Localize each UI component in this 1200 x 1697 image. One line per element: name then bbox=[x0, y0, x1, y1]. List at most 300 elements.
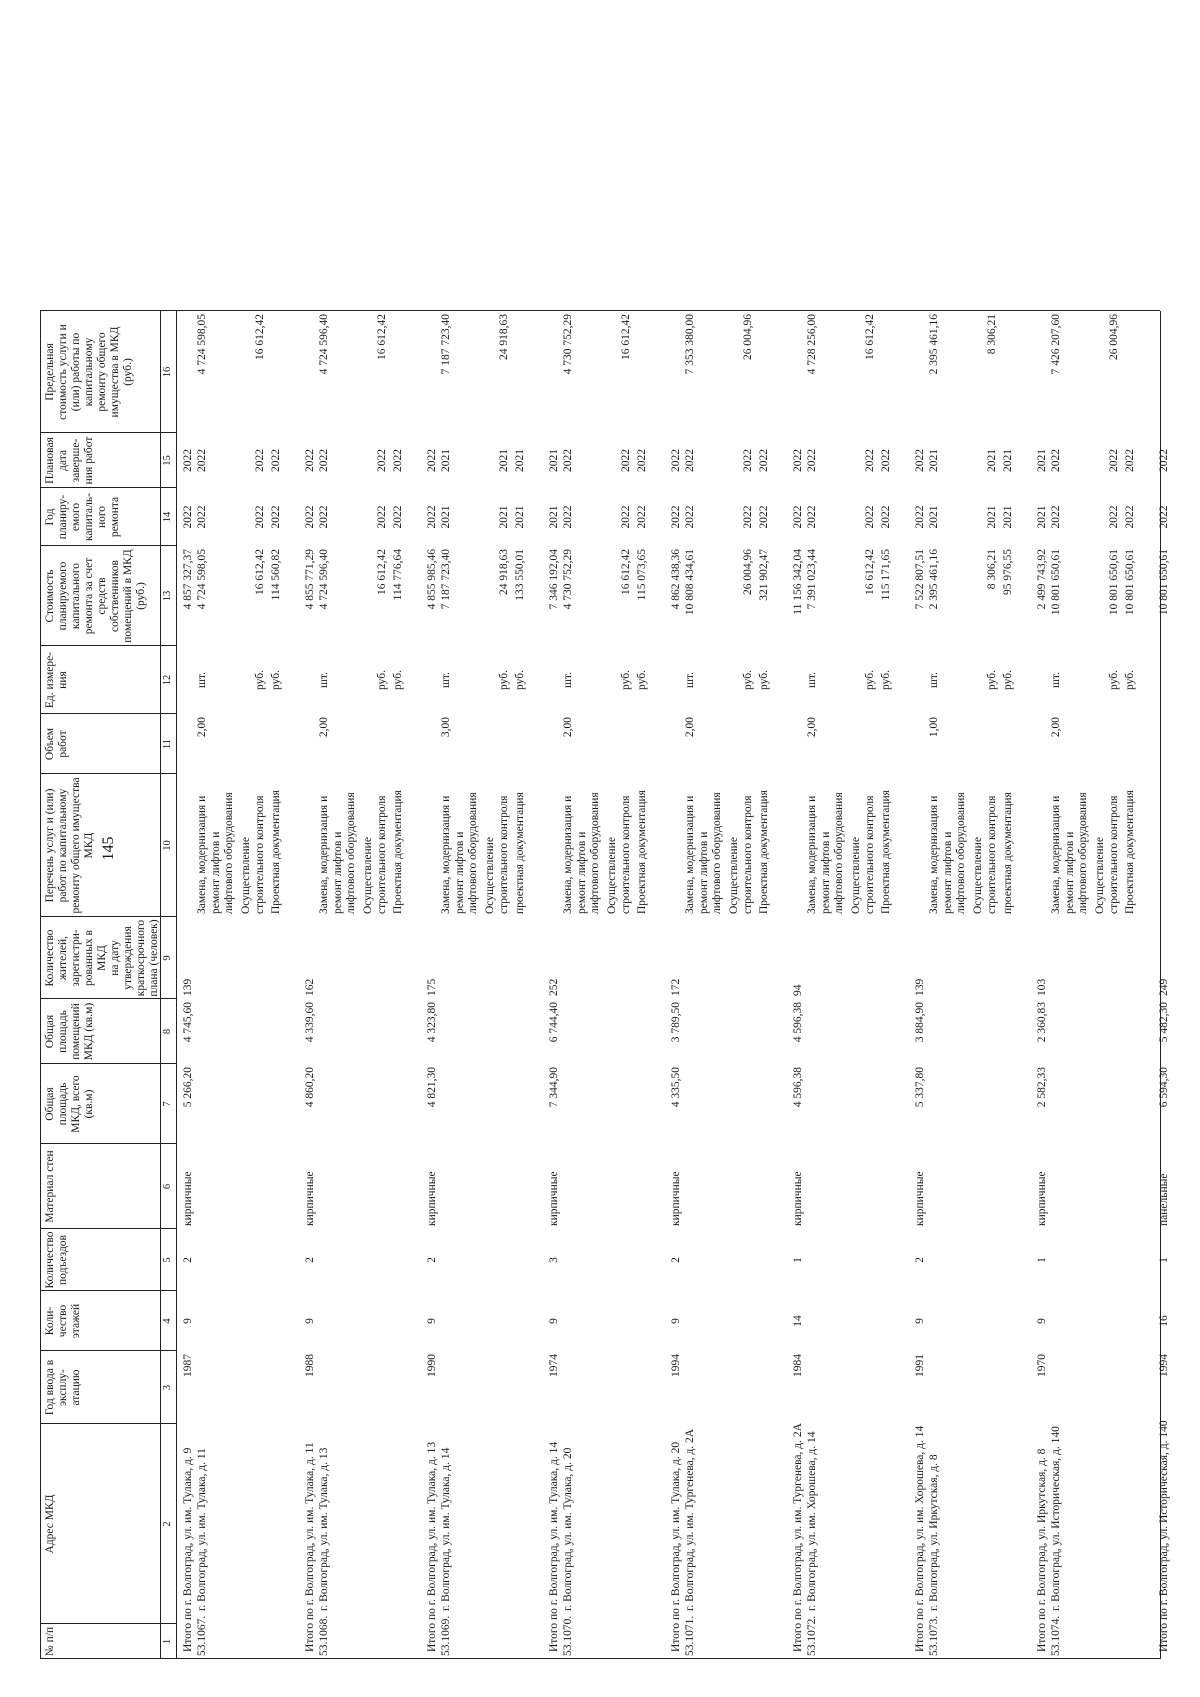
work-item-lift-replacement: Замена, модернизация и ремонт лифтов и лифтового оборудования bbox=[440, 792, 479, 914]
row-wall-material: кирпичные bbox=[182, 1171, 194, 1226]
column-number-4: 4 bbox=[162, 1318, 173, 1324]
column-number-7: 7 bbox=[162, 1101, 173, 1107]
row-area-total: 4 596,38 bbox=[792, 1067, 804, 1108]
total-row-address: Итого по г. Волгоград, ул. им. Тулака, д. 20 bbox=[670, 1441, 682, 1652]
work-item-construction-control: Осуществление строительного контроля bbox=[972, 795, 998, 914]
table-right-edge bbox=[176, 310, 1160, 311]
work-cost: 10 801 650,61 bbox=[1108, 549, 1120, 616]
row-year-built: 1984 bbox=[792, 1354, 804, 1377]
total-row-cost: 4 855 985,46 bbox=[426, 549, 438, 610]
work-item-design-docs: Проектная документация bbox=[880, 790, 892, 914]
row-number: 53.1072. bbox=[806, 1615, 818, 1656]
column-rule-16 bbox=[40, 310, 176, 311]
work-end-date: 2022 bbox=[880, 449, 892, 472]
total-row-date: 2022 bbox=[914, 449, 926, 472]
total-row-address: Итого по г. Волгоград, ул. Историческая, д. 140 bbox=[1158, 1420, 1170, 1652]
work-cost: 8 306,21 bbox=[986, 549, 998, 590]
column-header-9: Количество жителей, зарегистри- рованных в МКД на дату утверждения краткосрочного плана (человек) bbox=[44, 919, 160, 997]
row-area-total: 7 344,90 bbox=[548, 1067, 560, 1108]
column-header-11: Объем работ bbox=[44, 727, 69, 761]
work-year: 2022 bbox=[620, 505, 632, 529]
work-unit: руб. bbox=[376, 670, 388, 690]
work-unit: руб. bbox=[742, 670, 754, 690]
row-number: 53.1073. bbox=[928, 1615, 940, 1656]
work-end-date: 2022 bbox=[1124, 449, 1136, 472]
row-floors: 14 bbox=[792, 1315, 804, 1327]
work-cost: 4 724 596,40 bbox=[318, 549, 330, 610]
row-address: г. Волгоград, ул. Историческая, д. 140 bbox=[1050, 1426, 1062, 1611]
total-row-address: Итого по г. Волгоград, ул. им. Тулака, д. 14 bbox=[548, 1441, 560, 1652]
work-year: 2022 bbox=[562, 505, 574, 529]
work-end-date: 2022 bbox=[758, 449, 770, 472]
column-rule-13 bbox=[40, 545, 176, 546]
work-end-date: 2022 bbox=[1108, 449, 1120, 472]
work-item-design-docs: Проектная документация bbox=[758, 790, 770, 914]
work-end-date: 2022 bbox=[1050, 449, 1062, 472]
row-entrances: 2 bbox=[670, 1257, 682, 1263]
work-year: 2022 bbox=[196, 505, 208, 529]
work-unit: руб. bbox=[986, 670, 998, 690]
work-cost: 10 808 434,61 bbox=[684, 549, 696, 616]
total-row-date: 2022 bbox=[426, 449, 438, 472]
work-limit-cost: 16 612,42 bbox=[864, 314, 876, 360]
work-item-design-docs: проектная документация bbox=[1002, 792, 1014, 914]
row-area-total: 4 860,20 bbox=[304, 1067, 316, 1108]
row-entrances: 3 bbox=[548, 1257, 560, 1263]
work-cost: 16 612,42 bbox=[376, 549, 388, 595]
total-row-address: Итого по г. Волгоград, ул. им. Тулака, д. 13 bbox=[426, 1441, 438, 1652]
column-rule-1 bbox=[40, 1623, 176, 1624]
work-unit: шт. bbox=[1050, 672, 1062, 688]
row-area-rooms: 3 884,90 bbox=[914, 1002, 926, 1043]
column-rule-7 bbox=[40, 1063, 176, 1064]
row-residents: 139 bbox=[914, 978, 926, 996]
row-number: 53.1068. bbox=[318, 1615, 330, 1656]
work-cost: 115 171,65 bbox=[880, 549, 892, 601]
work-cost: 16 612,42 bbox=[620, 549, 632, 595]
work-year: 2022 bbox=[318, 505, 330, 529]
row-area-total: 6 594,30 bbox=[1158, 1067, 1170, 1108]
column-number-3: 3 bbox=[162, 1384, 173, 1391]
work-unit: шт. bbox=[928, 672, 940, 688]
total-row-date: 2021 bbox=[1036, 449, 1048, 472]
work-item-construction-control: Осуществление строительного контроля bbox=[240, 795, 266, 914]
work-cost: 2 395 461,16 bbox=[928, 549, 940, 610]
work-year: 2022 bbox=[742, 505, 754, 529]
work-volume: 2,00 bbox=[1050, 717, 1062, 738]
work-end-date: 2022 bbox=[742, 449, 754, 472]
work-year: 2022 bbox=[636, 505, 648, 529]
work-year: 2022 bbox=[376, 505, 388, 529]
row-area-rooms: 3 789,50 bbox=[670, 1002, 682, 1043]
row-area-total: 5 266,20 bbox=[182, 1067, 194, 1108]
column-number-16: 16 bbox=[162, 366, 173, 378]
work-cost: 7 187 723,40 bbox=[440, 549, 452, 610]
row-area-rooms: 5 482,30 bbox=[1158, 1002, 1170, 1043]
row-residents: 172 bbox=[670, 978, 682, 996]
work-cost: 7 391 023,44 bbox=[806, 549, 818, 610]
total-row-cost: 2 499 743,92 bbox=[1036, 549, 1048, 610]
row-entrances: 1 bbox=[792, 1257, 804, 1263]
work-year: 2022 bbox=[1124, 505, 1136, 529]
row-number: 53.1071. bbox=[684, 1615, 696, 1656]
work-volume: 1,00 bbox=[928, 717, 940, 738]
column-header-5: Количество подъездов bbox=[44, 1231, 69, 1289]
column-number-6: 6 bbox=[162, 1183, 173, 1190]
work-item-design-docs: Проектная документация bbox=[1124, 790, 1136, 914]
row-area-rooms: 4 323,80 bbox=[426, 1002, 438, 1043]
total-row-date: 2022 bbox=[304, 449, 316, 472]
total-row-year: 2022 bbox=[182, 505, 194, 529]
total-row-date: 2021 bbox=[548, 449, 560, 472]
column-rule-6 bbox=[40, 1143, 176, 1144]
row-residents: 103 bbox=[1036, 978, 1048, 996]
column-rule-10 bbox=[40, 773, 176, 774]
work-limit-cost: 26 004,96 bbox=[1108, 314, 1120, 360]
column-rule-2 bbox=[40, 1423, 176, 1424]
table-left-edge bbox=[176, 1658, 1160, 1659]
row-wall-material: кирпичные bbox=[914, 1171, 926, 1226]
work-unit: руб. bbox=[254, 670, 266, 690]
work-cost: 95 976,55 bbox=[1002, 549, 1014, 595]
work-end-date: 2021 bbox=[514, 449, 526, 472]
row-entrances: 1 bbox=[1158, 1257, 1170, 1263]
column-number-2: 2 bbox=[162, 1521, 173, 1527]
work-cost: 133 550,01 bbox=[514, 549, 526, 601]
row-floors: 9 bbox=[182, 1318, 194, 1324]
row-area-total: 4 335,50 bbox=[670, 1067, 682, 1108]
total-row-cost: 7 522 807,51 bbox=[914, 549, 926, 610]
work-item-construction-control: Осуществление строительного контроля bbox=[606, 795, 632, 914]
work-year: 2022 bbox=[1050, 505, 1062, 529]
row-area-total: 4 821,30 bbox=[426, 1067, 438, 1108]
total-row-year: 2021 bbox=[548, 505, 560, 529]
work-unit: руб. bbox=[392, 670, 404, 690]
work-cost: 4 730 752,29 bbox=[562, 549, 574, 610]
work-end-date: 2022 bbox=[620, 449, 632, 472]
column-number-1: 1 bbox=[162, 1638, 173, 1645]
work-item-lift-replacement: Замена, модернизация и ремонт лифтов и лифтового оборудования bbox=[684, 792, 723, 914]
work-limit-cost: 26 004,96 bbox=[742, 314, 754, 360]
total-row-year: 2022 bbox=[426, 505, 438, 529]
work-unit: руб. bbox=[1002, 670, 1014, 690]
work-unit: руб. bbox=[498, 670, 510, 690]
work-unit: руб. bbox=[1108, 670, 1120, 690]
row-number: 53.1067. bbox=[196, 1615, 208, 1656]
row-address: г. Волгоград, ул. им. Тулака, д. 13 bbox=[318, 1447, 330, 1611]
work-unit: шт. bbox=[684, 672, 696, 688]
column-number-14: 14 bbox=[162, 511, 173, 523]
work-unit: шт. bbox=[562, 672, 574, 688]
work-year: 2022 bbox=[684, 505, 696, 529]
row-year-built: 1988 bbox=[304, 1354, 316, 1377]
total-row-year: 2022 bbox=[792, 505, 804, 529]
total-row-year: 2022 bbox=[914, 505, 926, 529]
column-rule-0 bbox=[40, 1658, 176, 1659]
row-address: г. Волгоград, ул. им. Тулака, д. 11 bbox=[196, 1448, 208, 1611]
work-item-lift-replacement: Замена, модернизация и ремонт лифтов и лифтового оборудования bbox=[318, 792, 357, 914]
work-volume: 2,00 bbox=[196, 717, 208, 738]
row-number: 53.1070. bbox=[562, 1615, 574, 1656]
total-row-year: 2022 bbox=[1158, 505, 1170, 529]
total-row-address: Итого по г. Волгоград, ул. им. Тулака, д. 9 bbox=[182, 1447, 194, 1652]
row-floors: 9 bbox=[1036, 1318, 1048, 1324]
row-residents: 249 bbox=[1158, 978, 1170, 996]
row-area-rooms: 4 596,38 bbox=[792, 1002, 804, 1043]
work-year: 2021 bbox=[986, 505, 998, 529]
numbers-bottom-rule bbox=[176, 311, 177, 1659]
column-header-4: Коли- чество этажей bbox=[44, 1303, 82, 1339]
column-rule-8 bbox=[40, 998, 176, 999]
work-year: 2022 bbox=[270, 505, 282, 529]
column-header-10: Перечень услуг и (или) работ по капитальному ремонту общего имущества МКД bbox=[44, 777, 95, 914]
row-wall-material: кирпичные bbox=[426, 1171, 438, 1226]
row-year-built: 1991 bbox=[914, 1354, 926, 1377]
row-entrances: 2 bbox=[304, 1257, 316, 1263]
work-limit-cost: 7 187 723,40 bbox=[440, 314, 452, 375]
work-year: 2022 bbox=[806, 505, 818, 529]
column-rule-15 bbox=[40, 432, 176, 433]
total-row-cost: 11 156 342,04 bbox=[792, 549, 804, 615]
work-end-date: 2021 bbox=[986, 449, 998, 472]
total-row-cost: 7 346 192,04 bbox=[548, 549, 560, 610]
work-cost: 16 612,42 bbox=[254, 549, 266, 595]
work-limit-cost: 8 306,21 bbox=[986, 314, 998, 355]
work-unit: руб. bbox=[636, 670, 648, 690]
column-number-15: 15 bbox=[162, 455, 173, 466]
work-year: 2021 bbox=[440, 505, 452, 529]
row-entrances: 2 bbox=[914, 1257, 926, 1263]
row-wall-material: кирпичные bbox=[670, 1171, 682, 1226]
work-year: 2022 bbox=[758, 505, 770, 529]
work-limit-cost: 4 728 256,00 bbox=[806, 314, 818, 375]
work-cost: 321 902,47 bbox=[758, 549, 770, 601]
total-row-cost: 4 855 771,29 bbox=[304, 549, 316, 610]
column-rule-4 bbox=[40, 1290, 176, 1291]
row-area-rooms: 2 360,83 bbox=[1036, 1002, 1048, 1043]
page-number: 145 bbox=[100, 836, 117, 861]
work-end-date: 2022 bbox=[270, 449, 282, 472]
column-rule-3 bbox=[40, 1350, 176, 1351]
work-year: 2021 bbox=[514, 505, 526, 529]
row-number: 53.1069. bbox=[440, 1615, 452, 1656]
work-cost: 16 612,42 bbox=[864, 549, 876, 595]
row-address: г. Волгоград, ул. Иркутская, д. 8 bbox=[928, 1454, 940, 1611]
row-address: г. Волгоград, ул. им. Тургенева, д. 2А bbox=[684, 1428, 696, 1611]
row-wall-material: кирпичные bbox=[1036, 1171, 1048, 1226]
total-row-address: Итого по г. Волгоград, ул. им. Тургенева, д. 2А bbox=[792, 1423, 804, 1652]
column-header-6: Материал стен bbox=[44, 1150, 56, 1223]
work-unit: шт. bbox=[318, 672, 330, 688]
work-unit: руб. bbox=[620, 670, 632, 690]
row-year-built: 1987 bbox=[182, 1354, 194, 1377]
total-row-address: Итого по г. Волгоград, ул. Иркутская, д. 8 bbox=[1036, 1448, 1048, 1652]
row-residents: 94 bbox=[792, 984, 804, 996]
row-residents: 175 bbox=[426, 978, 438, 996]
total-row-year: 2021 bbox=[1036, 505, 1048, 529]
row-entrances: 2 bbox=[426, 1257, 438, 1263]
work-cost: 114 776,64 bbox=[392, 549, 404, 601]
row-area-rooms: 4 339,60 bbox=[304, 1002, 316, 1043]
work-unit: руб. bbox=[270, 670, 282, 690]
total-row-date: 2022 bbox=[182, 449, 194, 472]
total-row-address: Итого по г. Волгоград, ул. им. Тулака, д. 11 bbox=[304, 1442, 316, 1652]
row-area-total: 5 337,80 bbox=[914, 1067, 926, 1108]
work-limit-cost: 4 730 752,29 bbox=[562, 314, 574, 375]
row-floors: 9 bbox=[304, 1318, 316, 1324]
row-floors: 9 bbox=[670, 1318, 682, 1324]
work-end-date: 2022 bbox=[392, 449, 404, 472]
capital-repair-table bbox=[40, 29, 1170, 1659]
row-entrances: 1 bbox=[1036, 1257, 1048, 1263]
work-end-date: 2022 bbox=[864, 449, 876, 472]
work-cost: 24 918,63 bbox=[498, 549, 510, 595]
row-year-built: 1994 bbox=[1158, 1354, 1170, 1377]
work-unit: руб. bbox=[758, 670, 770, 690]
column-rule-12 bbox=[40, 645, 176, 646]
table-top-rule bbox=[40, 311, 41, 1659]
column-header-2: Адрес МКД bbox=[44, 1494, 56, 1554]
work-end-date: 2022 bbox=[318, 449, 330, 472]
work-item-design-docs: проектная документация bbox=[514, 792, 526, 914]
row-year-built: 1994 bbox=[670, 1354, 682, 1377]
work-limit-cost: 16 612,42 bbox=[254, 314, 266, 360]
work-cost: 26 004,96 bbox=[742, 549, 754, 595]
column-header-8: Общая площадь помещений МКД (кв.м) bbox=[44, 1002, 95, 1061]
row-wall-material: кирпичные bbox=[548, 1171, 560, 1226]
column-number-5: 5 bbox=[162, 1257, 173, 1263]
row-residents: 139 bbox=[182, 978, 194, 996]
total-row-cost: 4 857 327,37 bbox=[182, 549, 194, 610]
work-end-date: 2022 bbox=[196, 449, 208, 472]
work-item-construction-control: Осуществление строительного контроля bbox=[728, 795, 754, 914]
work-year: 2022 bbox=[392, 505, 404, 529]
work-volume: 2,00 bbox=[684, 717, 696, 738]
work-unit: руб. bbox=[1124, 670, 1136, 690]
row-address: г. Волгоград, ул. им. Хорошева, д. 14 bbox=[806, 1431, 818, 1611]
work-item-construction-control: Осуществление строительного контроля bbox=[362, 795, 388, 914]
column-number-9: 9 bbox=[162, 955, 173, 961]
row-wall-material: панельные bbox=[1158, 1173, 1170, 1226]
row-area-rooms: 4 745,60 bbox=[182, 1002, 194, 1043]
row-year-built: 1970 bbox=[1036, 1354, 1048, 1377]
work-limit-cost: 16 612,42 bbox=[376, 314, 388, 360]
work-item-lift-replacement: Замена, модернизация и ремонт лифтов и лифтового оборудования bbox=[928, 792, 967, 914]
work-unit: руб. bbox=[514, 670, 526, 690]
column-header-3: Год ввода в эксплу- атацию bbox=[44, 1359, 82, 1416]
work-year: 2021 bbox=[1002, 505, 1014, 529]
work-end-date: 2022 bbox=[376, 449, 388, 472]
work-volume: 3,00 bbox=[440, 717, 452, 738]
row-wall-material: кирпичные bbox=[304, 1171, 316, 1226]
row-residents: 162 bbox=[304, 978, 316, 996]
column-header-1: № п/п bbox=[44, 1626, 56, 1657]
work-item-design-docs: Проектная документация bbox=[636, 790, 648, 914]
column-number-10: 10 bbox=[162, 840, 173, 851]
work-year: 2022 bbox=[864, 505, 876, 529]
row-floors: 9 bbox=[426, 1318, 438, 1324]
row-wall-material: кирпичные bbox=[792, 1171, 804, 1226]
column-header-15: Плановая дата заверше- ния работ bbox=[44, 436, 95, 485]
row-area-total: 2 582,33 bbox=[1036, 1067, 1048, 1108]
row-year-built: 1974 bbox=[548, 1354, 560, 1377]
work-item-design-docs: Проектная документация bbox=[392, 790, 404, 914]
work-end-date: 2022 bbox=[562, 449, 574, 472]
work-volume: 2,00 bbox=[562, 717, 574, 738]
total-row-year: 2022 bbox=[304, 505, 316, 529]
total-row-cost: 10 801 650,61 bbox=[1158, 549, 1170, 616]
work-cost: 4 724 598,05 bbox=[196, 549, 208, 610]
work-limit-cost: 7 426 207,60 bbox=[1050, 314, 1062, 375]
work-item-construction-control: Осуществление строительного контроля bbox=[1094, 795, 1120, 914]
row-address: г. Волгоград, ул. им. Тулака, д. 20 bbox=[562, 1447, 574, 1611]
row-floors: 16 bbox=[1158, 1315, 1170, 1327]
work-cost: 115 073,65 bbox=[636, 549, 648, 601]
work-year: 2022 bbox=[1108, 505, 1120, 529]
work-year: 2021 bbox=[928, 505, 940, 529]
work-limit-cost: 4 724 596,40 bbox=[318, 314, 330, 375]
work-limit-cost: 4 724 598,05 bbox=[196, 314, 208, 375]
total-row-year: 2022 bbox=[670, 505, 682, 529]
work-item-construction-control: Осуществление строительного контроля bbox=[484, 795, 510, 914]
work-volume: 2,00 bbox=[318, 717, 330, 738]
row-entrances: 2 bbox=[182, 1257, 194, 1263]
row-floors: 9 bbox=[914, 1318, 926, 1324]
column-header-7: Общая площадь МКД, всего (кв.м) bbox=[44, 1075, 95, 1133]
work-end-date: 2022 bbox=[636, 449, 648, 472]
total-row-date: 2022 bbox=[670, 449, 682, 472]
work-limit-cost: 2 395 461,16 bbox=[928, 314, 940, 375]
row-year-built: 1990 bbox=[426, 1354, 438, 1377]
work-year: 2022 bbox=[880, 505, 892, 529]
work-cost: 10 801 650,61 bbox=[1050, 549, 1062, 616]
column-rule-14 bbox=[40, 487, 176, 488]
total-row-date: 2022 bbox=[1158, 449, 1170, 472]
work-item-lift-replacement: Замена, модернизация и ремонт лифтов и лифтового оборудования bbox=[806, 792, 845, 914]
column-header-16: Предельная стоимость услуги и (или) работы по капитальному ремонту общего имущества в МКД (руб.) bbox=[44, 324, 134, 420]
work-volume: 2,00 bbox=[806, 717, 818, 738]
work-unit: руб. bbox=[880, 670, 892, 690]
column-rule-9 bbox=[40, 916, 176, 917]
total-row-date: 2022 bbox=[792, 449, 804, 472]
work-cost: 114 560,82 bbox=[270, 549, 282, 601]
work-end-date: 2022 bbox=[254, 449, 266, 472]
work-end-date: 2021 bbox=[1002, 449, 1014, 472]
work-end-date: 2021 bbox=[440, 449, 452, 472]
work-end-date: 2022 bbox=[806, 449, 818, 472]
column-header-13: Стоимость планируемого капитального ремонта за счет средств собственников помещений в МКД (руб.) bbox=[44, 549, 147, 643]
work-unit: шт. bbox=[196, 672, 208, 688]
work-unit: руб. bbox=[864, 670, 876, 690]
row-number: 53.1074. bbox=[1050, 1615, 1062, 1656]
total-row-cost: 4 862 438,36 bbox=[670, 549, 682, 610]
work-limit-cost: 7 353 380,00 bbox=[684, 314, 696, 375]
row-address: г. Волгоград, ул. им. Тулака, д. 14 bbox=[440, 1447, 452, 1611]
work-unit: шт. bbox=[806, 672, 818, 688]
row-residents: 252 bbox=[548, 978, 560, 996]
work-cost: 10 801 650,61 bbox=[1124, 549, 1136, 616]
column-rule-11 bbox=[40, 713, 176, 714]
work-year: 2022 bbox=[254, 505, 266, 529]
work-limit-cost: 16 612,42 bbox=[620, 314, 632, 360]
work-item-construction-control: Осуществление строительного контроля bbox=[850, 795, 876, 914]
work-end-date: 2022 bbox=[684, 449, 696, 472]
work-limit-cost: 24 918,63 bbox=[498, 314, 510, 360]
work-item-design-docs: Проектная документация bbox=[270, 790, 282, 914]
work-end-date: 2021 bbox=[928, 449, 940, 472]
column-number-11: 11 bbox=[162, 738, 173, 750]
column-header-14: Год планиру- емого капиталь- ного ремонта bbox=[44, 493, 121, 541]
